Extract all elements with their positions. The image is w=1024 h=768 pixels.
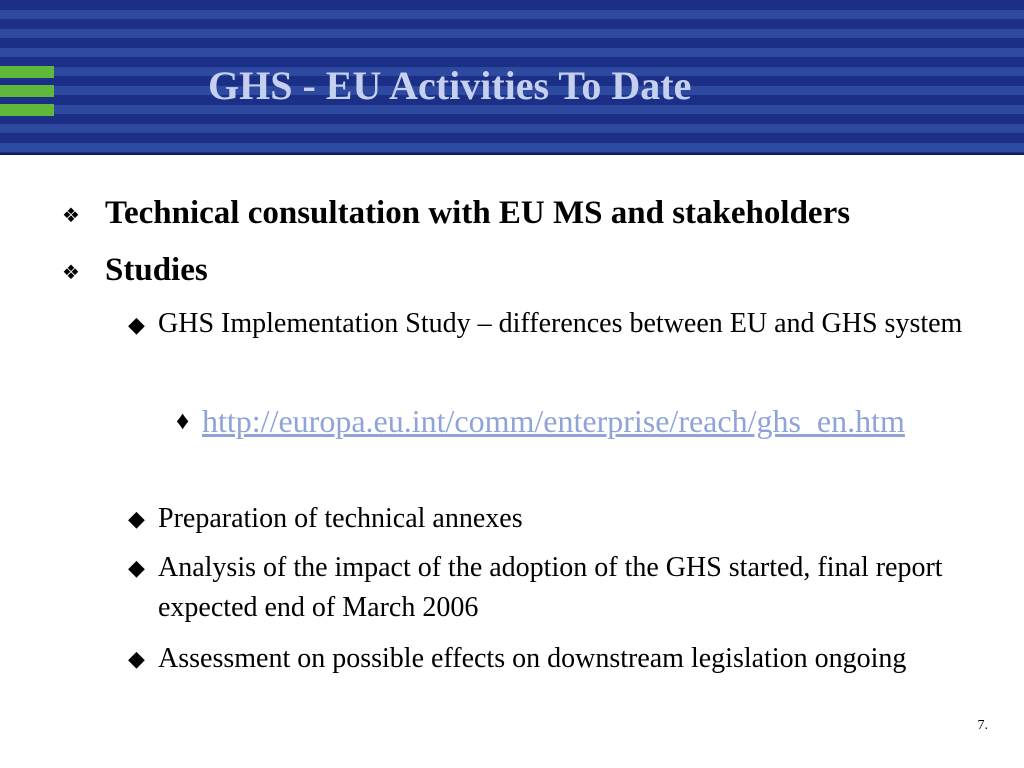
sub-item-assessment: Assessment on possible effects on downstream legislation ongoing xyxy=(158,643,907,674)
header-banner xyxy=(0,0,1024,155)
page-number: 7. xyxy=(977,718,988,733)
logo-stripe xyxy=(0,104,54,116)
bullet-diamond-icon: ❖ xyxy=(62,205,80,227)
sub-item-annexes: Preparation of technical annexes xyxy=(158,503,523,534)
logo-stripe xyxy=(0,66,54,78)
bullet-diamond-icon: ❖ xyxy=(62,262,80,284)
bullet-diamond-icon: ◆ xyxy=(128,506,145,531)
logo-stripe xyxy=(0,85,54,97)
sub-item-implementation-study: GHS Implementation Study – differences between EU and GHS system xyxy=(158,308,963,339)
bullet-item-studies: Studies xyxy=(105,252,208,288)
bullet-diamond-icon: ◆ xyxy=(128,555,145,580)
bullet-diamond-icon: ◆ xyxy=(128,312,145,337)
slide-title: GHS - EU Activities To Date xyxy=(208,63,692,108)
sub-item-impact-analysis: Analysis of the impact of the adoption of the GHS started, final report expected end of March 2006 xyxy=(158,552,943,623)
ghs-link[interactable]: http://europa.eu.int/comm/enterprise/reach/ghs_en.htm xyxy=(202,403,905,439)
bullet-item-consultation: Technical consultation with EU MS and stakeholders xyxy=(105,195,851,231)
logo-stripes xyxy=(0,66,54,116)
link-item xyxy=(202,398,1017,444)
bullet-diamond-icon: ◆ xyxy=(128,646,145,671)
bullet-diamond-icon: ♦ xyxy=(176,406,190,435)
